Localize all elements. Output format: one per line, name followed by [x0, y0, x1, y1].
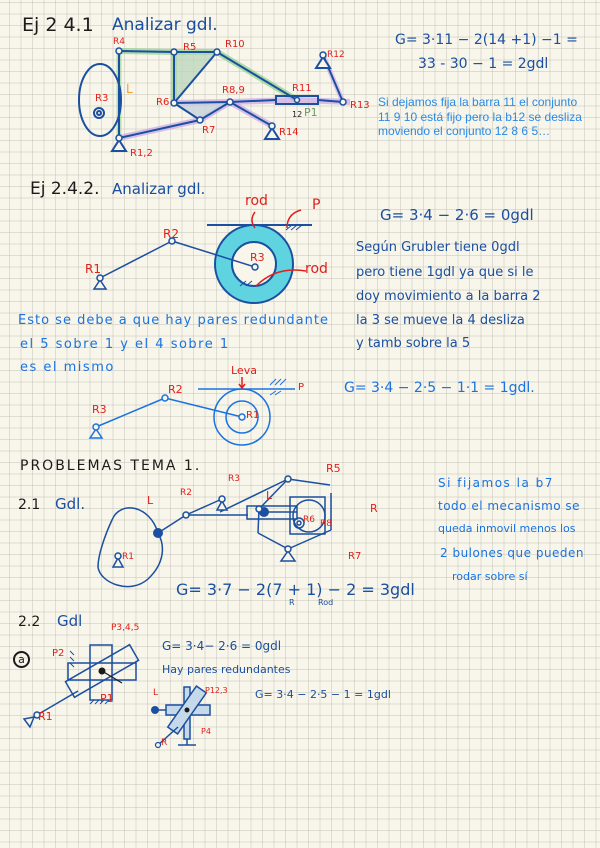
label-R11: R11	[292, 83, 312, 94]
label-R1: R1	[85, 262, 101, 276]
label-R-21: R	[370, 502, 378, 515]
label-R2: R2	[163, 227, 179, 241]
label-P345: P3,4,5	[111, 623, 140, 633]
ex241-equation-line1: G= 3·11 − 2(14 +1) −1 =	[395, 32, 578, 48]
ex242-equation: G= 3·4 − 2·6 = 0gdl	[380, 206, 534, 224]
label-P123: P12,3	[205, 686, 228, 695]
label-R12: R12	[327, 50, 345, 60]
label-R1-21: R1	[122, 552, 134, 562]
label-R10: R10	[225, 39, 245, 50]
label-R7: R7	[202, 125, 216, 136]
label-R5-21: R5	[326, 462, 341, 475]
label-R3: R3	[95, 93, 109, 104]
label-R3-21: R3	[228, 474, 240, 484]
p22-case-label: a	[13, 651, 30, 668]
label-R89: R8,9	[222, 85, 245, 96]
ex242-second-diagram	[70, 355, 370, 455]
ex242-explanation-5: y tamb sobre la 5	[356, 336, 471, 351]
label-rod-right: rod	[305, 261, 328, 277]
label-R14: R14	[279, 127, 299, 138]
p22-redundant: Hay pares redundantes	[162, 663, 291, 676]
ex241-linkage-diagram	[0, 0, 380, 170]
label-R1-22: R1	[38, 710, 53, 723]
label-R2-b: R2	[168, 383, 183, 396]
p21-equation: G= 3·7 − 2(7 + 1) − 2 = 3gdl	[176, 580, 415, 599]
p22-title: 2.2	[18, 614, 41, 630]
label-R2-21: R2	[180, 488, 192, 498]
label-R13: R13	[350, 100, 370, 111]
ex241-title: Ej 2 4.1	[22, 14, 94, 36]
p21-note-3: queda inmovil menos los	[438, 522, 576, 535]
label-L2-21: L	[266, 489, 273, 502]
p21-eq-sub-Rod: Rod	[318, 598, 334, 607]
label-R3-b: R3	[92, 403, 107, 416]
p22-equation2: G= 3·4 − 2·5 − 1 = 1gdl	[255, 688, 391, 701]
redundant-note-2: el 5 sobre 1 y el 4 sobre 1	[20, 337, 230, 352]
p21-note-1: Si fijamos la b7	[438, 476, 554, 490]
p21-eq-sub-R: R	[289, 598, 295, 607]
label-R1-2: R1,2	[130, 148, 153, 159]
label-R6: R6	[156, 97, 170, 108]
ex242-subtitle: Analizar gdl.	[112, 180, 206, 198]
label-R6-21: R6	[303, 515, 315, 525]
label-L: L	[126, 82, 133, 96]
ex241-equation-line2: 33 - 30 − 1 = 2gdl	[418, 56, 549, 72]
ex241-note: Si dejamos fija la barra 11 el conjunto 11 9 10 está fijo pero la b12 se desliza moviendo el conjunto 12 8 6 5…	[378, 95, 582, 138]
ex242-equation2: G= 3·4 − 2·5 − 1·1 = 1gdl.	[344, 380, 535, 396]
redundant-note-3: es el mismo	[20, 360, 115, 375]
ex242-title: Ej 2.4.2.	[30, 179, 100, 199]
label-bar12: 12	[292, 110, 303, 119]
p21-note-4: 2 bulones que pueden	[440, 546, 585, 560]
p21-note-5: rodar sobre sí	[452, 570, 528, 583]
label-P1: P1	[100, 692, 114, 705]
label-R7-21: R7	[348, 551, 362, 562]
label-R4: R4	[113, 37, 125, 47]
problemas-heading: PROBLEMAS TEMA 1.	[20, 458, 202, 474]
label-R3: R3	[250, 251, 265, 264]
p22-subtitle: Gdl	[57, 612, 83, 630]
ex242-explanation-3: doy movimiento a la barra 2	[356, 289, 541, 304]
ex242-explanation-4: la 3 se mueve la 4 desliza	[356, 313, 525, 328]
label-rod-top: rod	[245, 193, 268, 209]
ex242-explanation-2: pero tiene 1gdl ya que si le	[356, 265, 534, 280]
p21-subtitle: Gdl.	[55, 495, 86, 513]
p22-equation1: G= 3·4− 2·6 = 0gdl	[162, 639, 282, 653]
label-L-21: L	[147, 494, 154, 507]
p21-note-2: todo el mecanismo se	[438, 499, 581, 513]
label-P-b: P	[298, 382, 305, 393]
label-L-22: L	[153, 688, 159, 698]
label-R-22: R	[161, 738, 168, 748]
p21-title: 2.1	[18, 497, 41, 513]
label-P4: P4	[201, 727, 211, 736]
label-R5: R5	[183, 42, 197, 53]
label-R1-b: R1	[246, 410, 260, 421]
ex241-subtitle: Analizar gdl.	[112, 15, 218, 35]
label-R8-21: R8	[320, 519, 332, 529]
ex242-explanation-1: Según Grubler tiene 0gdl	[356, 240, 520, 255]
label-P1: P1	[304, 106, 318, 119]
label-Leva: Leva	[231, 364, 257, 377]
redundant-note-1: Esto se debe a que hay pares redundante	[18, 313, 329, 328]
label-P2: P2	[52, 648, 65, 659]
label-P: P	[312, 197, 321, 213]
p21-diagram	[90, 455, 490, 585]
